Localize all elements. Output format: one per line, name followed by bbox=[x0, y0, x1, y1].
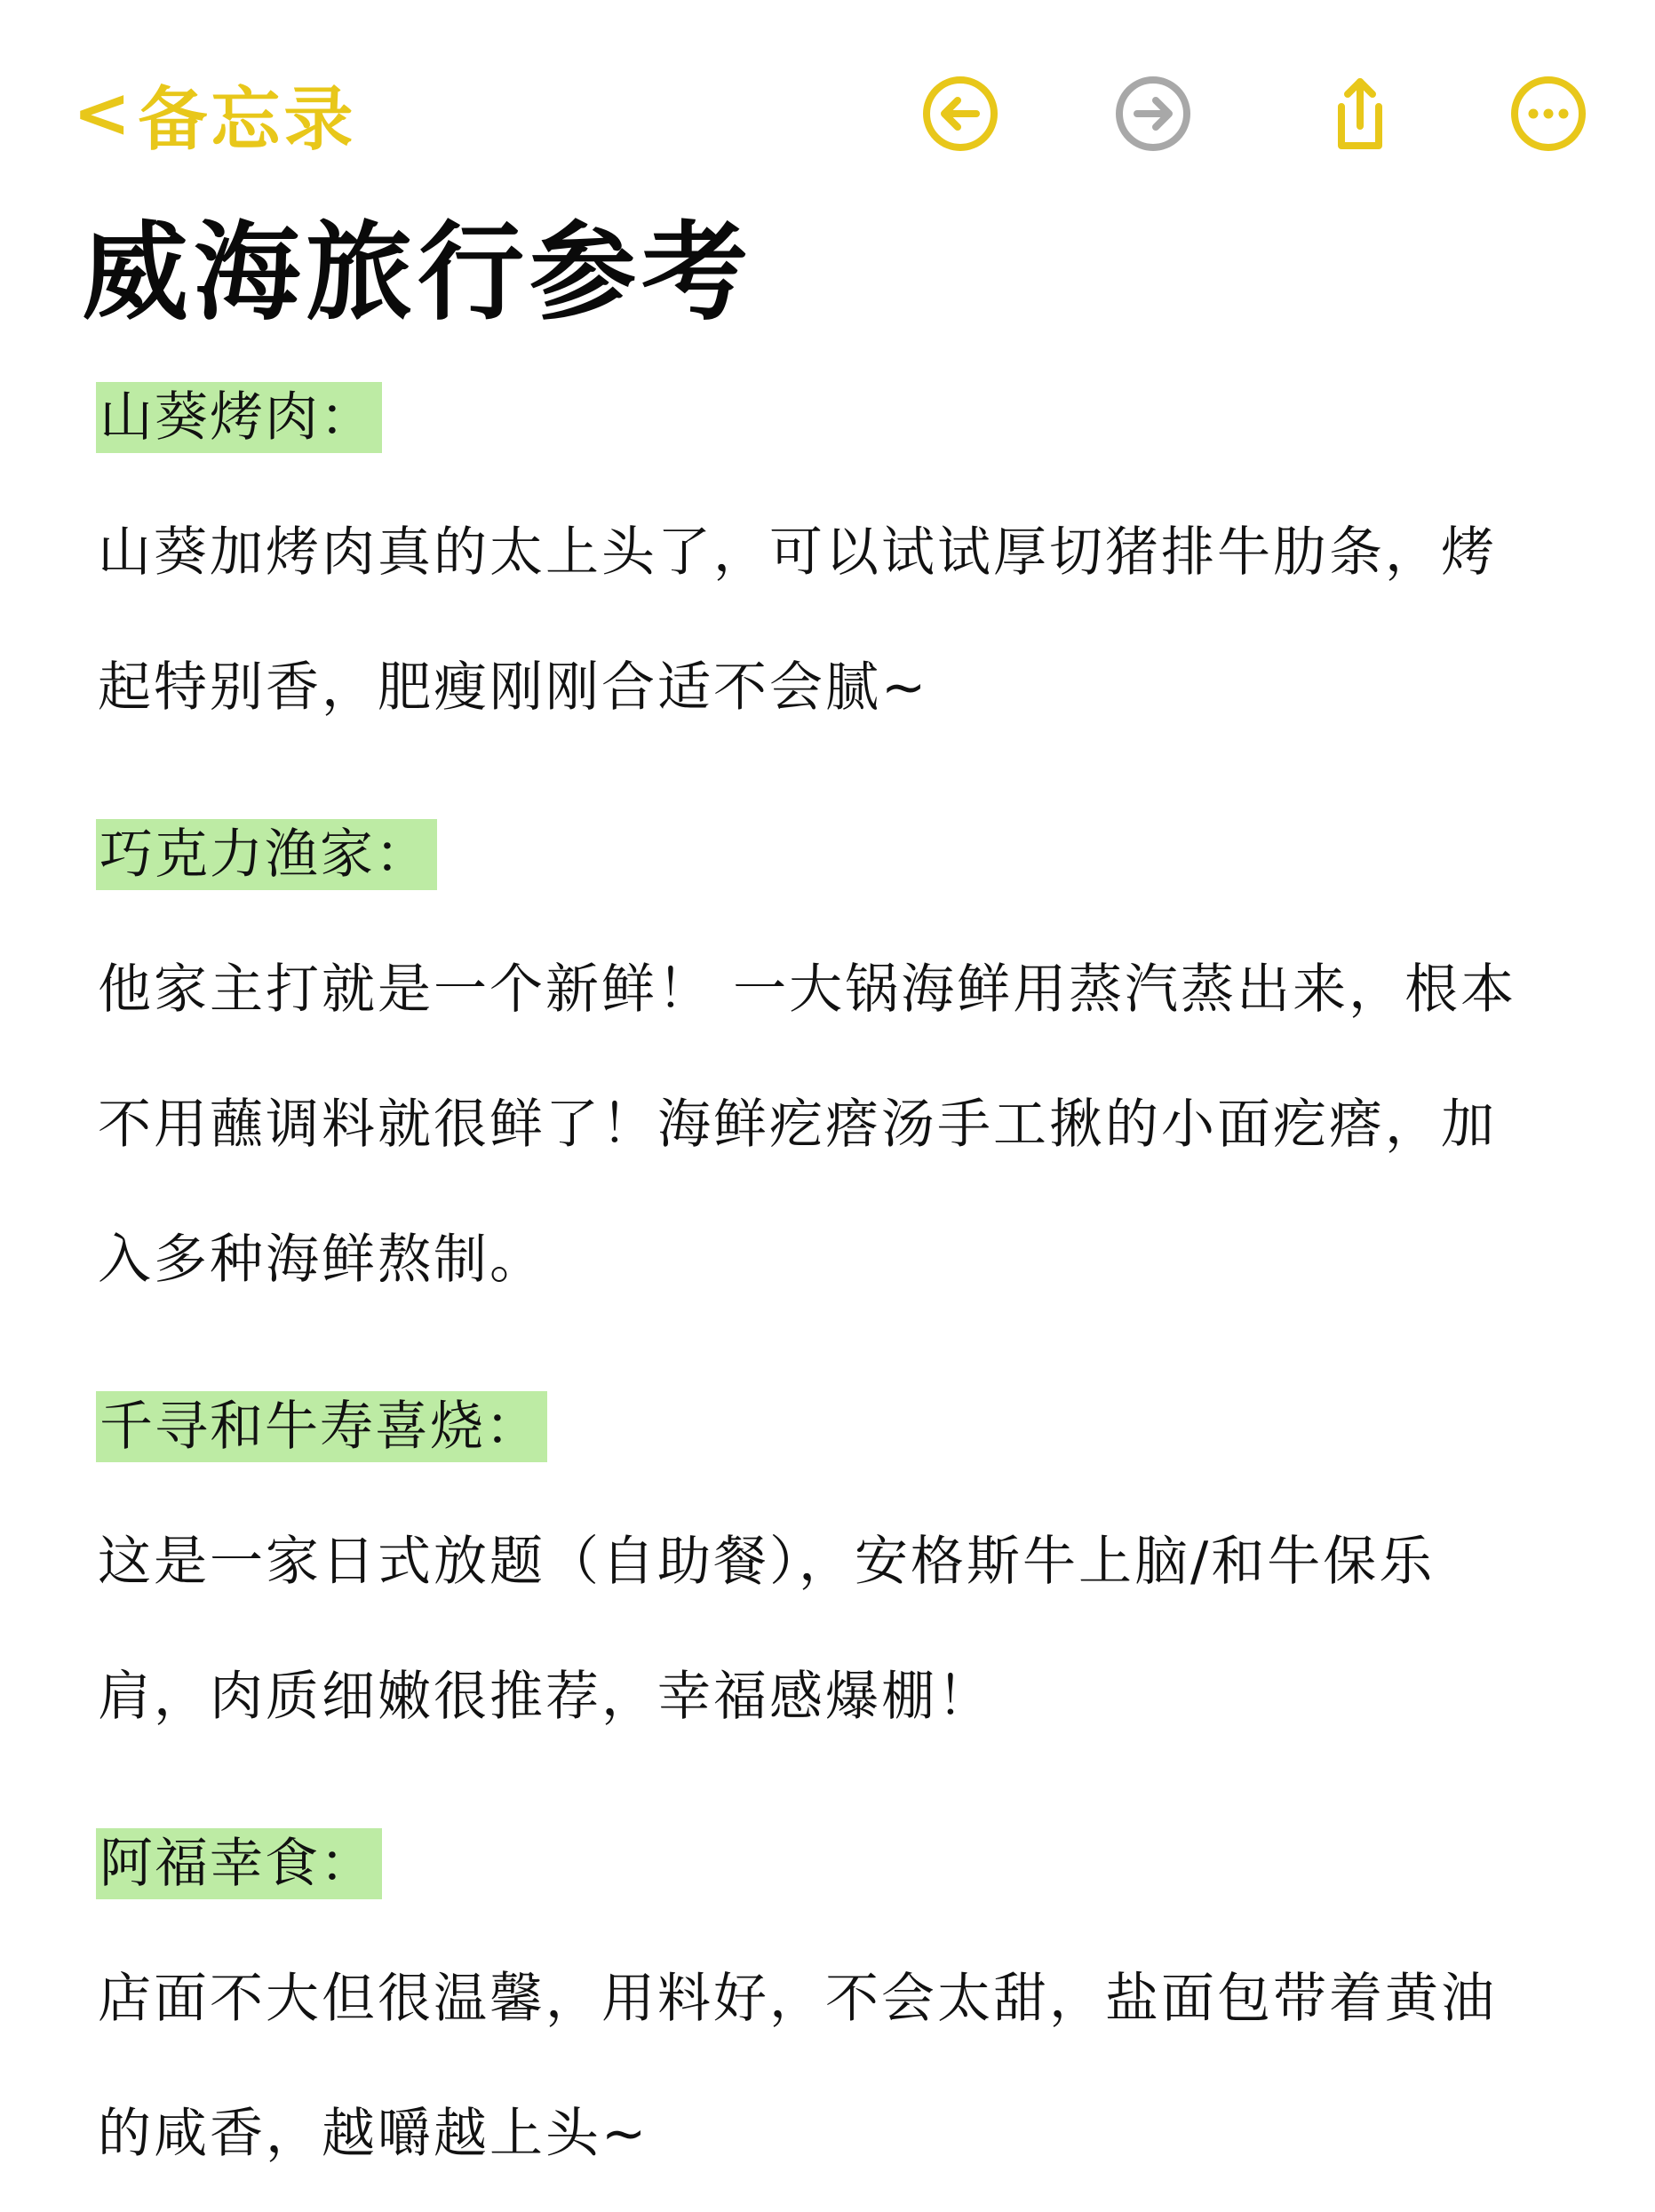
section-heading[interactable]: 巧克力渔家： bbox=[96, 819, 437, 890]
more-circle-icon[interactable] bbox=[1506, 71, 1591, 156]
body-text-line[interactable]: 肩，肉质细嫩很推荐，幸福感爆棚！ bbox=[98, 1666, 993, 1728]
share-icon[interactable] bbox=[1315, 71, 1400, 156]
navigation-bar bbox=[0, 0, 1655, 195]
back-button[interactable] bbox=[73, 69, 356, 158]
body-text-line[interactable]: 他家主打就是一个新鲜！ 一大锅海鲜用蒸汽蒸出来，根本 bbox=[98, 959, 1517, 1021]
body-text-line[interactable]: 店面不大但很温馨，用料好，不会太甜，盐面包带着黄油 bbox=[98, 1968, 1497, 2030]
back-label: 备忘录 bbox=[138, 80, 357, 160]
body-text-line[interactable]: 不用蘸调料就很鲜了！海鲜疙瘩汤手工揪的小面疙瘩，加 bbox=[98, 1094, 1497, 1156]
body-text-line[interactable]: 山葵加烤肉真的太上头了，可以试试厚切猪排牛肋条，烤 bbox=[98, 521, 1497, 584]
body-text-line[interactable]: 起特别香，肥瘦刚刚合适不会腻~ bbox=[98, 656, 929, 719]
section-heading[interactable]: 山葵烤肉： bbox=[96, 382, 382, 453]
body-text-line[interactable]: 入多种海鲜熬制。 bbox=[98, 1229, 545, 1291]
body-text-line[interactable]: 的咸香，越嚼越上头~ bbox=[98, 2103, 649, 2165]
section-heading[interactable]: 千寻和牛寿喜烧： bbox=[96, 1391, 547, 1462]
redo-circle-icon[interactable] bbox=[1110, 71, 1196, 156]
note-title[interactable]: 威海旅行参考 bbox=[82, 211, 753, 335]
undo-circle-icon[interactable] bbox=[918, 71, 1003, 156]
chevron-left-icon: < bbox=[73, 74, 135, 154]
body-text-line[interactable]: 这是一家日式放题（自助餐），安格斯牛上脑/和牛保乐 bbox=[98, 1531, 1436, 1593]
section-heading[interactable]: 阿福幸食： bbox=[96, 1828, 382, 1899]
